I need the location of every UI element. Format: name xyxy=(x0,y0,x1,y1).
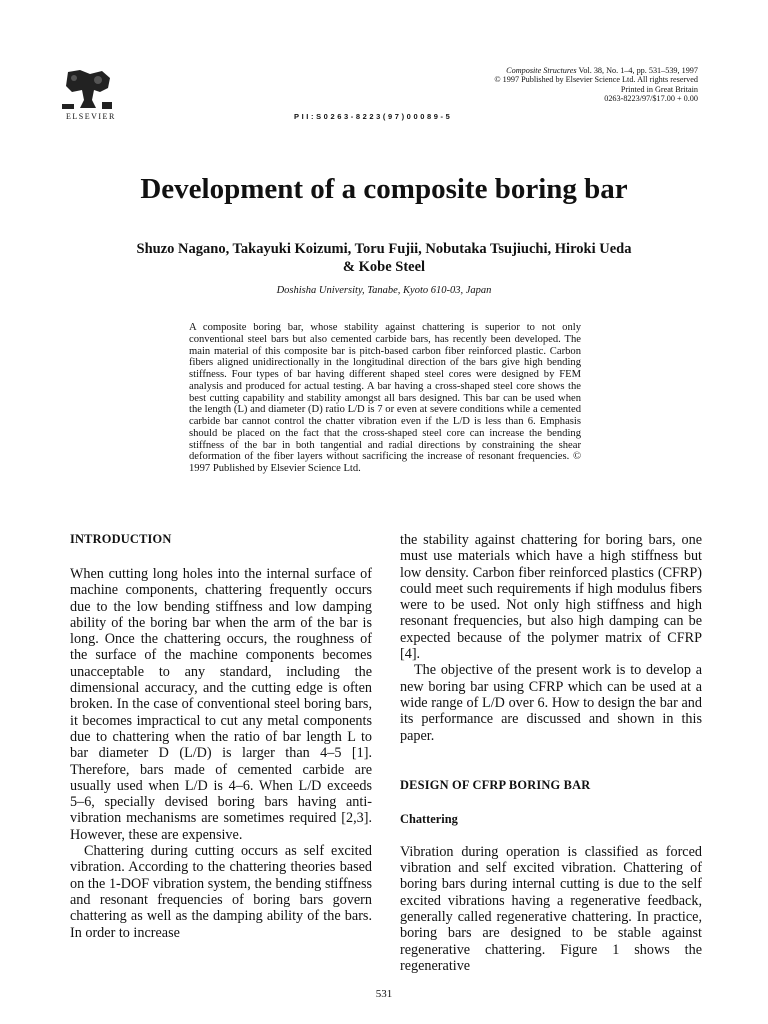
journal-citation: Vol. 38, No. 1–4, pp. 531–539, 1997 xyxy=(576,66,698,75)
journal-info xyxy=(378,66,698,104)
journal-name: Composite Structures xyxy=(506,66,577,75)
author-list xyxy=(40,240,728,276)
affiliation: Doshisha University, Tanabe, Kyoto 610-03, Japan xyxy=(276,285,492,296)
intro-paragraph-1: When cutting long holes into the internal surface of machine components, chattering frequently occurs due to the low bending stiffness and low damping ability of the boring bar when the arm of the bar is long. Once the chattering occurs, the roughness of the surface of the machine components becomes unacceptable to any standard, including the dimensional accuracy, and the cutting edge is often broken. In the case of conventional steel boring bars, it becomes impractical to cut any metal components due to chattering when the ratio of bar length L to bar diameter D (L/D) is larger than 4–5 [1]. Therefore, bars made of cemented carbide are usually used when L/D is 4–6. When L/D exceeds 5–6, specially devised boring bars having anti-vibration mechanisms are sometimes required [2,3]. However, these are expensive. xyxy=(70,566,372,843)
elsevier-tree-icon xyxy=(60,66,116,110)
section-heading-introduction: INTRODUCTION xyxy=(70,532,172,546)
page-number: 531 xyxy=(375,988,393,1000)
objective-paragraph: The objective of the present work is to develop a new boring bar using CFRP which can be used at a wide range of L/D over 6. How to design the bar and its performance are discussed and shown in this paper. xyxy=(400,662,702,744)
printed-line: Printed in Great Britain xyxy=(620,84,698,94)
issn-line: 0263-8223/97/$17.00 + 0.00 xyxy=(604,94,698,104)
pii-code: PII:S0263-8223(97)00089-5 xyxy=(294,112,453,121)
chattering-paragraph: Vibration during operation is classified as forced vibration and self excited vibration. Chattering of boring bars during internal cutting is due to the self excited vibrations having a regenerative feedback, generally called regenerative chattering. In practice, boring bars are designed to be stable against regenerative chattering. Figure 1 shows the regenerative xyxy=(400,843,702,974)
copyright-line: © 1997 Published by Elsevier Science Ltd. All rights reserved xyxy=(494,75,698,85)
body-paragraph-continued: the stability against chattering for boring bars, one must use materials which have a high stiffness but low density. Carbon fiber reinforced plastics (CFRP) could meet such requirements if high modulus fibers were to be used. Not only high stiffness and high resonant frequencies, but also high damping can be expected because of the polymer matrix of CFRP [4]. xyxy=(400,532,702,663)
authors-line-2: & Kobe Steel xyxy=(342,259,426,275)
subsection-heading-chattering: Chattering xyxy=(400,811,458,826)
right-column xyxy=(400,532,702,974)
publisher-name: ELSEVIER xyxy=(66,112,116,121)
elsevier-logo xyxy=(60,66,124,121)
section-heading-design: DESIGN OF CFRP BORING BAR xyxy=(400,777,591,792)
abstract: A composite boring bar, whose stability against chattering is superior to not only conventional steel bars but also cemented carbide bars, has recently been developed. The main material of this composite bar is pitch-based carbon fiber reinforced plastic. Carbon fibers aligned unidirectionally in the longitudinal direction of the bars give high bending stiffness. Four types of bar having different shaped steel cores were designed by FEM analysis and produced for actual testing. A bar having a cross-shaped steel core shows the best cutting capability and stability amongst all bars designed. This bar can be used when the length (L) and diameter (D) ratio L/D is 7 or even at severe conditions while a cemented carbide bar cannot control the chatter vibration even if the L/D is less than 6. Emphasis should be placed on the fact that the cross-shaped steel core can increase the bending stiffness of the bar in both tangential and radial directions by constraining the shear deformation of the fiber layers without sacrificing the increase of resonant frequencies. © 1997 Published by Elsevier Science Ltd. xyxy=(189,322,581,474)
intro-paragraph-2: Chattering during cutting occurs as self excited vibration. According to the chattering theories based on the 1-DOF vibration system, the bending stiffness and resonant frequencies of boring bars govern chattering as well as the damping ability of the bars. In order to increase xyxy=(70,843,372,941)
authors-line-1: Shuzo Nagano, Takayuki Koizumi, Toru Fujii, Nobutaka Tsujiuchi, Hiroki Ueda xyxy=(136,241,632,257)
article-title: Development of a composite boring bar xyxy=(140,173,628,205)
journal-citation-line xyxy=(378,66,698,75)
left-column xyxy=(70,532,372,941)
